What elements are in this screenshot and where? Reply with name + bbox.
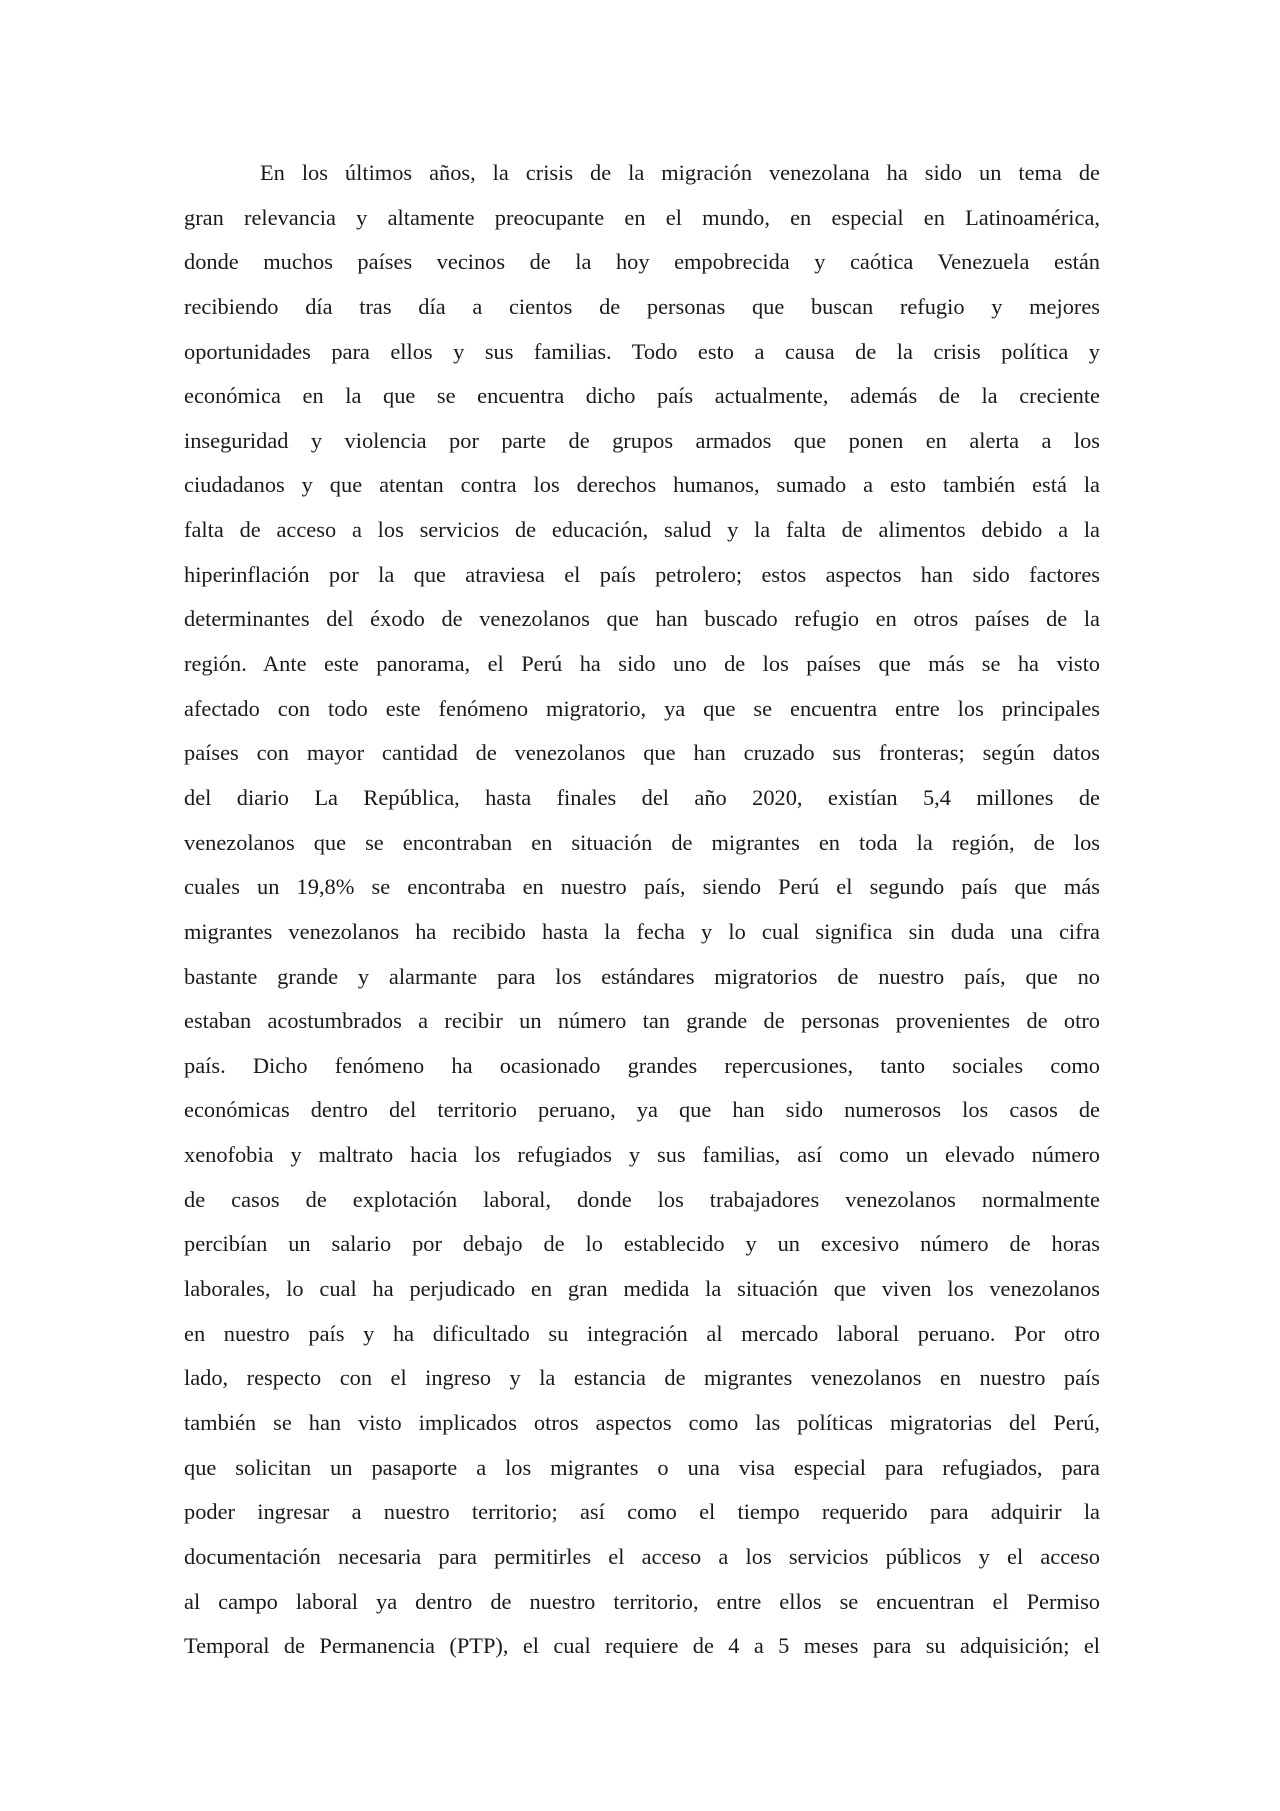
paragraph-line: xenofobia y maltrato hacia los refugiados y sus familias, así como un elevado número: [184, 1142, 1100, 1168]
paragraph-line: que solicitan un pasaporte a los migrantes o una visa especial para refugiados, para: [184, 1454, 1100, 1480]
paragraph-line: laborales, lo cual ha perjudicado en gran medida la situación que viven los venezolanos: [184, 1276, 1100, 1302]
paragraph-line: Temporal de Permanencia (PTP), el cual requiere de 4 a 5 meses para su adquisición; el: [184, 1633, 1100, 1659]
paragraph-line: de casos de explotación laboral, donde los trabajadores venezolanos normalmente: [184, 1186, 1100, 1212]
paragraph-line: ciudadanos y que atentan contra los derechos humanos, sumado a esto también está la: [184, 472, 1100, 498]
paragraph-line: recibiendo día tras día a cientos de personas que buscan refugio y mejores: [184, 293, 1100, 319]
paragraph-line: económicas dentro del territorio peruano, ya que han sido numerosos los casos de: [184, 1097, 1100, 1123]
paragraph-line: oportunidades para ellos y sus familias. Todo esto a causa de la crisis política y: [184, 338, 1100, 364]
paragraph-line: bastante grande y alarmante para los estándares migratorios de nuestro país, que no: [184, 963, 1100, 989]
paragraph-line: país. Dicho fenómeno ha ocasionado grandes repercusiones, tanto sociales como: [184, 1052, 1100, 1078]
paragraph-line: falta de acceso a los servicios de educación, salud y la falta de alimentos debido a la: [184, 517, 1100, 543]
body-paragraph: [184, 151, 1100, 1669]
paragraph-line: donde muchos países vecinos de la hoy empobrecida y caótica Venezuela están: [184, 249, 1100, 275]
paragraph-line: inseguridad y violencia por parte de grupos armados que ponen en alerta a los: [184, 427, 1100, 453]
paragraph-line: hiperinflación por la que atraviesa el país petrolero; estos aspectos han sido factores: [184, 561, 1100, 587]
paragraph-line: lado, respecto con el ingreso y la estancia de migrantes venezolanos en nuestro país: [184, 1365, 1100, 1391]
paragraph-line: región. Ante este panorama, el Perú ha sido uno de los países que más se ha visto: [184, 651, 1100, 677]
paragraph-line: económica en la que se encuentra dicho país actualmente, además de la creciente: [184, 383, 1100, 409]
paragraph-line: migrantes venezolanos ha recibido hasta la fecha y lo cual significa sin duda una cifra: [184, 918, 1100, 944]
paragraph-line: poder ingresar a nuestro territorio; así como el tiempo requerido para adquirir la: [184, 1499, 1100, 1525]
paragraph-line: también se han visto implicados otros aspectos como las políticas migratorias del Perú,: [184, 1409, 1100, 1435]
paragraph-line: países con mayor cantidad de venezolanos que han cruzado sus fronteras; según datos: [184, 740, 1100, 766]
paragraph-line: gran relevancia y altamente preocupante en el mundo, en especial en Latinoamérica,: [184, 204, 1100, 230]
paragraph-line: al campo laboral ya dentro de nuestro territorio, entre ellos se encuentran el Permiso: [184, 1588, 1100, 1614]
paragraph-line: en nuestro país y ha dificultado su integración al mercado laboral peruano. Por otro: [184, 1320, 1100, 1346]
paragraph-line: del diario La República, hasta finales del año 2020, existían 5,4 millones de: [184, 784, 1100, 810]
paragraph-line: cuales un 19,8% se encontraba en nuestro país, siendo Perú el segundo país que más: [184, 874, 1100, 900]
paragraph-line: En los últimos años, la crisis de la migración venezolana ha sido un tema de: [260, 160, 1100, 185]
paragraph-line: venezolanos que se encontraban en situación de migrantes en toda la región, de los: [184, 829, 1100, 855]
paragraph-line: percibían un salario por debajo de lo establecido y un excesivo número de horas: [184, 1231, 1100, 1257]
paragraph-line: afectado con todo este fenómeno migratorio, ya que se encuentra entre los principales: [184, 695, 1100, 721]
paragraph-line: determinantes del éxodo de venezolanos que han buscado refugio en otros países de la: [184, 606, 1100, 632]
paragraph-line: documentación necesaria para permitirles el acceso a los servicios públicos y el acceso: [184, 1543, 1100, 1569]
paragraph-line: estaban acostumbrados a recibir un número tan grande de personas provenientes de otro: [184, 1008, 1100, 1034]
